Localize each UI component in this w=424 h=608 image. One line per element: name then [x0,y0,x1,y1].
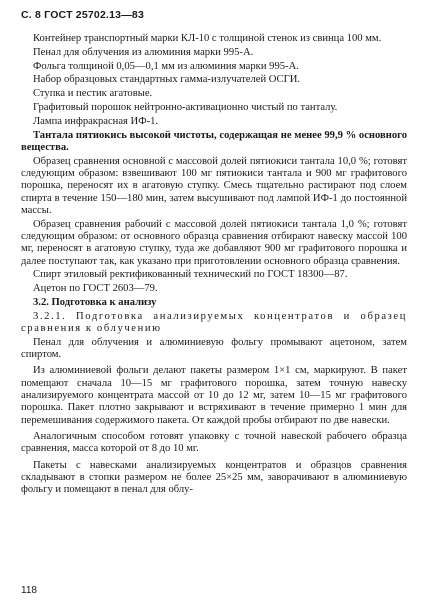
paragraph: Образец сравнения основной с массовой долей пятиокиси тантала 10,0 %; готовят следующим образом: взвешивают 100 мг пятиокиси тантала и 900 мг графитового порошка, переносят их в агатовую ступку. Смесь тщательно растирают под слоем спирта в течение 150—180 мин, затем высушивают под лампой ИФ-1 до постоянной массы. [21,155,407,216]
page-number: 118 [21,585,37,596]
paragraph: Аналогичным способом готовят упаковку с точной навеской рабочего образца сравнения, масса которой от 8 до 10 мг. [21,430,407,455]
paragraph: Набор образцовых стандартных гамма-излучателей ОСГИ. [33,74,301,86]
paragraph: Лампа инфракрасная ИФ-1. [33,115,159,127]
document-body [21,33,407,498]
paragraph: Графитовый порошок нейтронно-активационно чистый по танталу. [33,101,338,113]
paragraph: Ацетон по ГОСТ 2603—79. [33,283,158,295]
page-header: С. 8 ГОСТ 25702.13—83 [21,9,144,21]
paragraph: Фольга толщиной 0,05—0,1 мм из алюминия марки 995-А. [33,60,299,72]
paragraph: Спирт этиловый ректификованный технический по ГОСТ 18300—87. [33,269,348,281]
paragraph: 3.2. Подготовка к анализу [33,296,157,308]
paragraph: Из алюминиевой фольги делают пакеты размером 1×1 см, маркируют. В пакет помещают сначала 10—15 мг графитового порошка, затем точную навеску анализируемого концентрата массой от 10 до 12 мг, затем 10—15 мг графитового порошка. Пакет плотно закрывают и встряхивают в течение примерно 1 мин для перемешивания содержимого пакета. От каждой пробы отбирают по две навески. [21,365,407,426]
paragraph: Пакеты с навесками анализируемых концентратов и образцов сравнения складывают в стопки размером не более 25×25 мм, заворачивают в алюминиевую фольгу и помещают в пенал для облу- [21,459,407,496]
paragraph: Ступка и пестик агатовые. [33,88,153,100]
paragraph: Пенал для облучения и алюминиевую фольгу промывают ацетоном, затем спиртом. [21,336,407,361]
paragraph: Образец сравнения рабочий с массовой долей пятиокиси тантала 1,0 %; готовят следующим образом: от основного образца сравнения отбирают навеску массой 100 мг, переносят в агатовую ступку, туда же добавляют 900 мг графитового порошка и далее поступают так, как указано при приготовлении основного образца сравнения. [21,218,407,267]
paragraph: Тантала пятиокись высокой чистоты, содержащая не менее 99,9 % основного вещества. [21,129,407,153]
paragraph: 3.2.1. Подготовка анализируемых концентратов и образец сравнения к облучению [21,310,407,335]
paragraph: Контейнер транспортный марки КЛ-10 с толщиной стенок из свинца 100 мм. [33,33,382,44]
paragraph: Пенал для облучения из алюминия марки 995-А. [33,46,254,58]
